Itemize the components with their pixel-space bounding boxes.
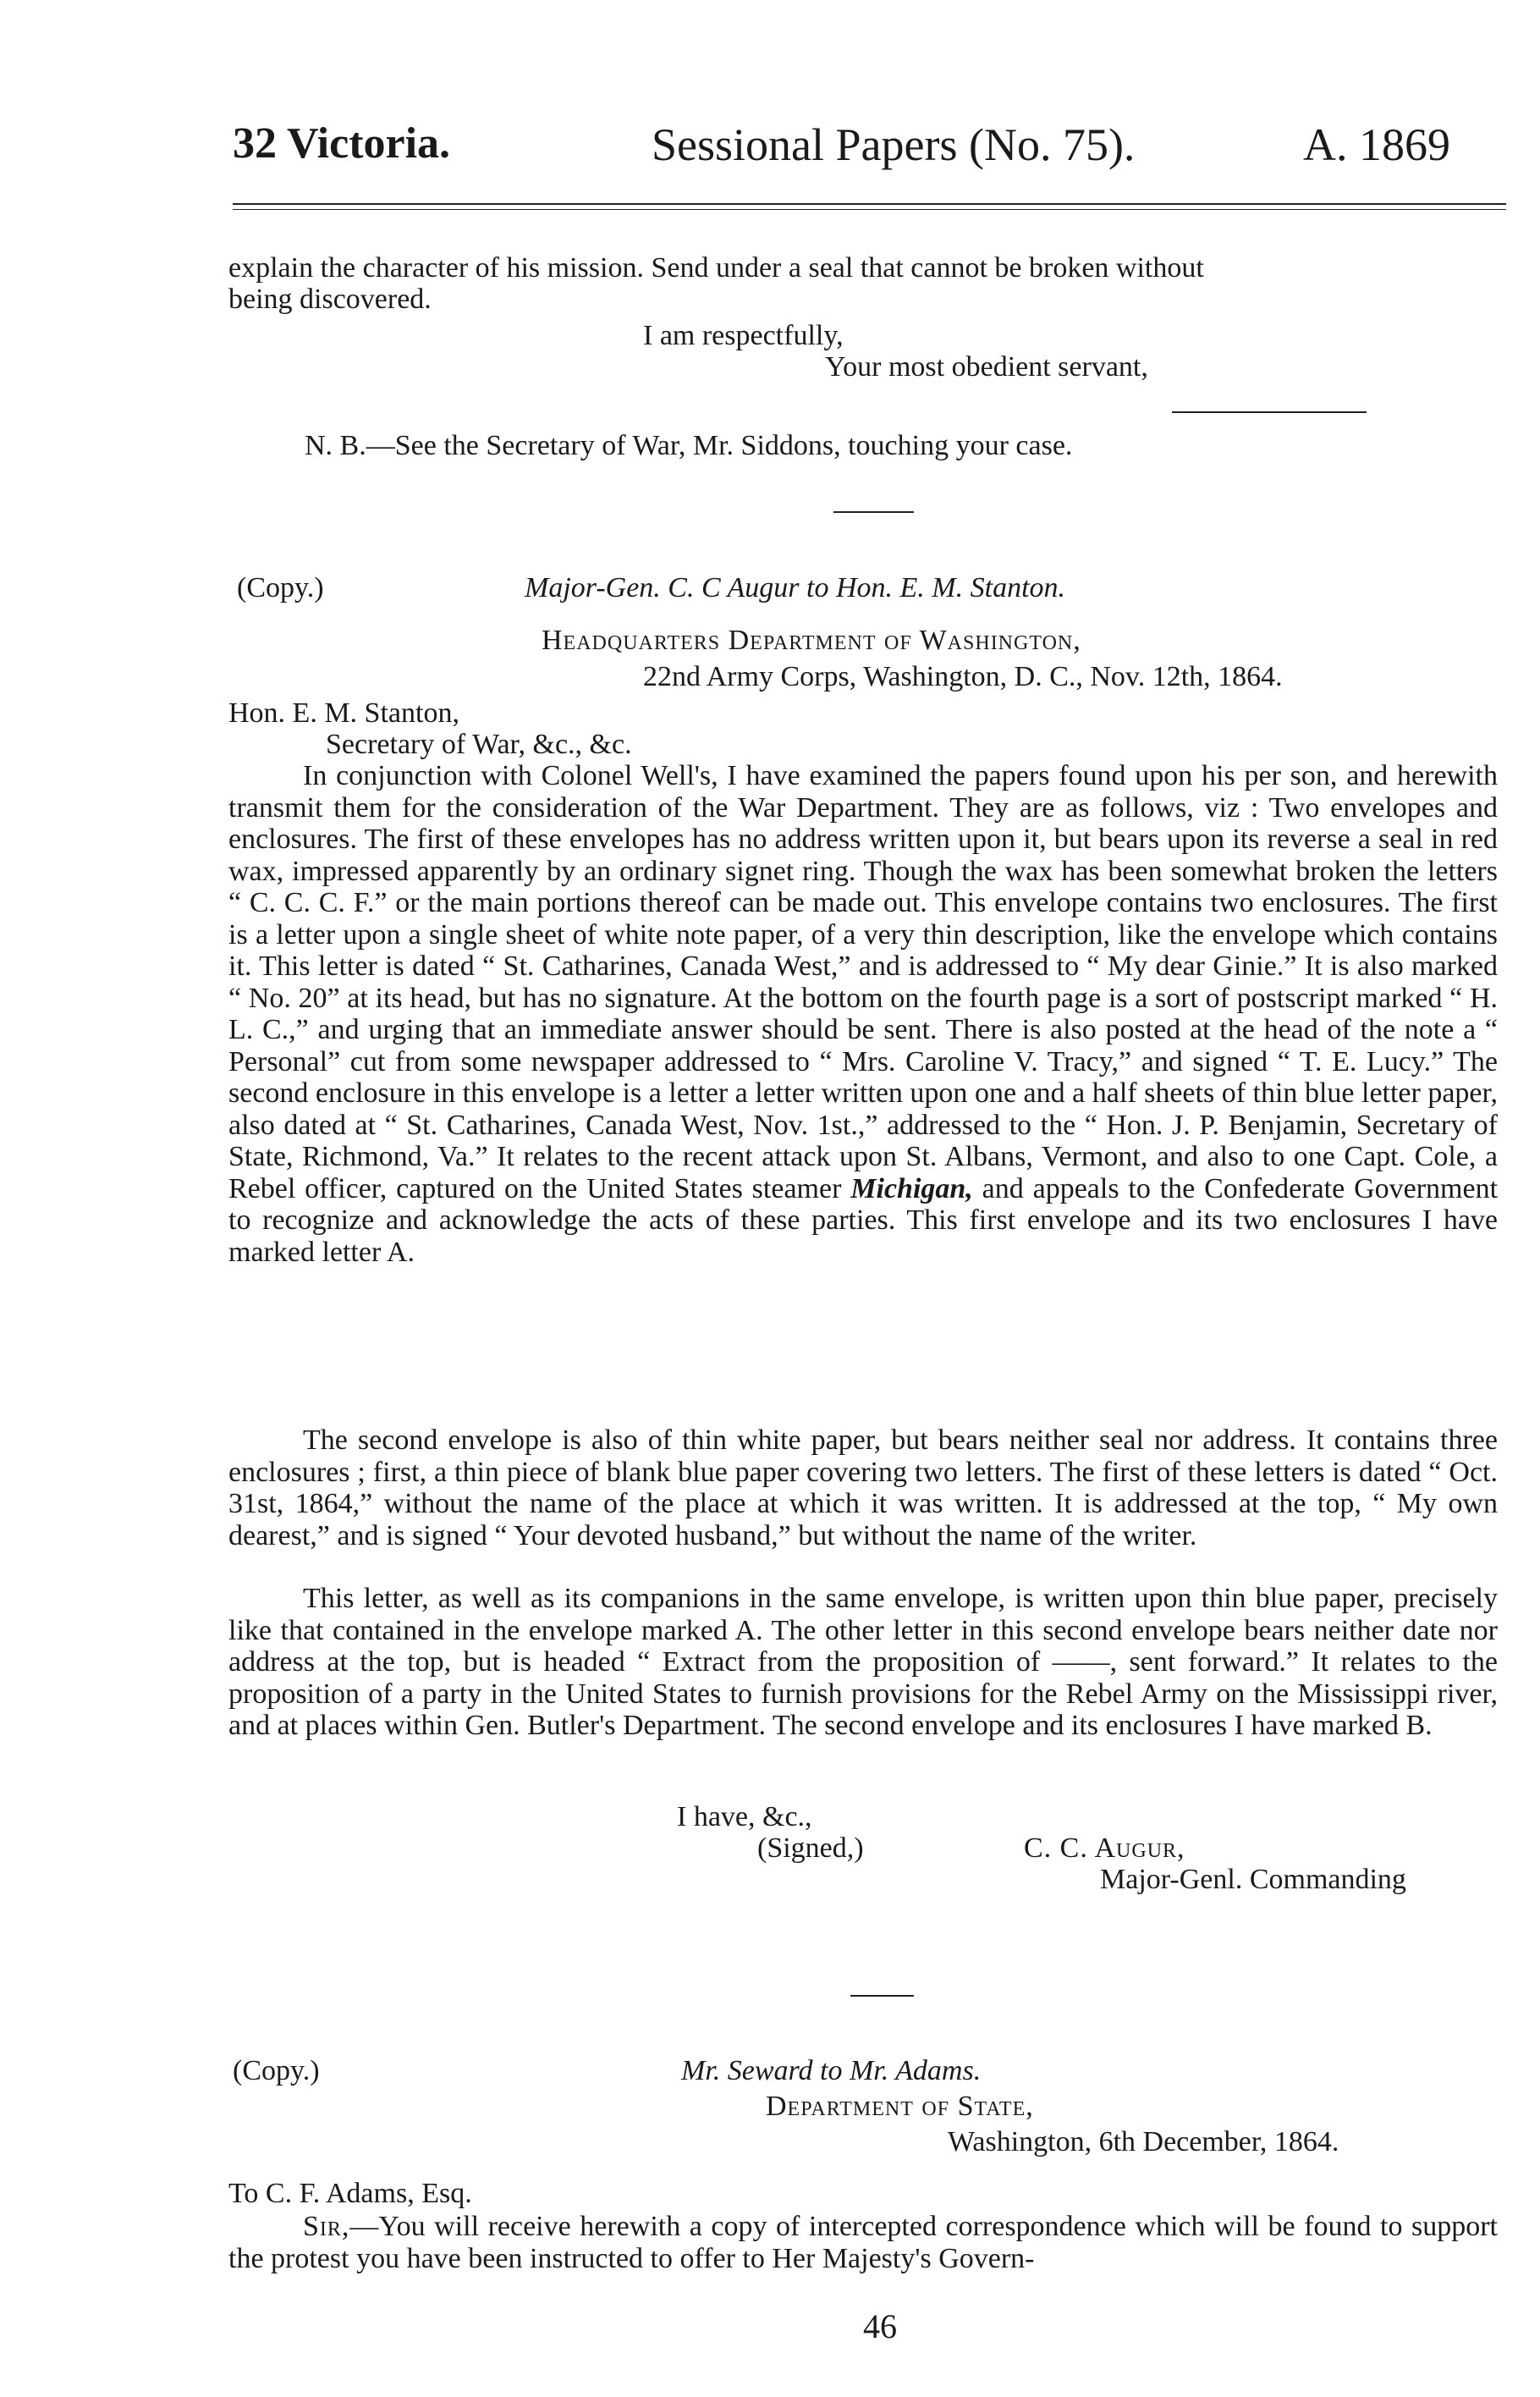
header-rule-bottom: [233, 209, 1506, 210]
letter1-signature-name: C. C. Augur,: [1024, 1832, 1185, 1864]
section-divider-2: [850, 1995, 914, 1997]
copy-label-1: (Copy.): [237, 572, 324, 603]
header-year: A. 1869: [1303, 119, 1450, 170]
letter2-title: Mr. Seward to Mr. Adams.: [681, 2055, 982, 2086]
letter1-title: Major-Gen. C. C Augur to Hon. E. M. Stanton.: [525, 572, 1066, 603]
letter1-place-date: 22nd Army Corps, Washington, D. C., Nov. 12th, 1864.: [643, 661, 1283, 692]
continuation-line-1: explain the character of his mission. Send under a seal that cannot be broken without: [228, 252, 1204, 284]
letter2-place-date: Washington, 6th December, 1864.: [948, 2126, 1339, 2157]
letter1-signed: (Signed,): [757, 1832, 864, 1864]
letter2-department: Department of State,: [766, 2091, 1034, 2122]
letter2-paragraph-1-text: —You will receive herewith a copy of intercepted correspondence which will be found to support the protest you have been instructed to offer to Her Majesty's Govern-: [228, 2211, 1498, 2274]
continuation-line-2: being discovered.: [228, 284, 432, 315]
letter2-paragraph-1: [228, 2211, 1498, 2274]
letter1-headquarters: Headquarters Department of Washington,: [542, 625, 1081, 656]
signature-line: [1172, 411, 1367, 413]
letter1-paragraph-1: [228, 760, 1498, 1268]
ship-name: Michigan,: [850, 1172, 973, 1204]
page-number: 46: [863, 2307, 897, 2345]
header-session: 32 Victoria.: [233, 119, 451, 168]
letter1-paragraph-1-text: In conjunction with Colonel Well's, I have examined the papers found upon his per son, and herewith transmit them for the consideration of the War Department. They are as follows, viz : Two envelopes and enclosures. The first of these envelopes has no address written upon it, but bears upon its reverse a seal in red wax, impressed apparently by an ordinary signet ring. Though the wax has been somewhat broken the letters “ C. C. C. F.” or the main portions thereof can be made out. This envelope contains two enclosures. The first is a letter upon a single sheet of white note paper, of a very thin description, like the envelope which contains it. This letter is dated “ St. Catharines, Canada West,” and is addressed to “ My dear Ginie.” It is also marked “ No. 20” at its head, but has no signature. At the bottom on the fourth page is a sort of postscript marked “ H. L. C.,” and urging that an immediate answer should be sent. There is also posted at the head of the note a “ Personal” cut from some newspaper addressed to “ Mrs. Caroline V. Tracy,” and signed “ T. E. Lucy.” The second enclosure in this envelope is a letter a letter written upon one and a half sheets of thin blue letter paper, also dated at “ St. Catharines, Canada West, Nov. 1st.,” addressed to the “ Hon. J. P. Benjamin, Secretary of State, Richmond, Va.” It relates to the recent attack upon St. Albans, Vermont, and also to one Capt. Cole, a Rebel officer, captured on the United States steamer: [228, 760, 1498, 1204]
closing-servant: Your most obedient servant,: [825, 351, 1148, 383]
closing-respectfully: I am respectfully,: [643, 320, 844, 351]
letter1-addressee-title: Secretary of War, &c., &c.: [326, 729, 632, 760]
header-rule-top: [233, 203, 1506, 205]
letter1-addressee: Hon. E. M. Stanton,: [228, 697, 459, 729]
section-divider-1: [833, 511, 914, 513]
letter1-signature-title: Major-Genl. Commanding: [1100, 1864, 1406, 1895]
nota-bene: N. B.—See the Secretary of War, Mr. Siddons, touching your case.: [305, 430, 1073, 461]
letter1-paragraph-2: The second envelope is also of thin white paper, but bears neither seal nor address. It contains three enclosures ; first, a thin piece of blank blue paper covering two letters. The first of these letters is dated “ Oct. 31st, 1864,” without the name of the place at which it was written. It is addressed at the top, “ My own dearest,” and is signed “ Your devoted husband,” but without the name of the writer.: [228, 1424, 1498, 1551]
letter2-addressee: To C. F. Adams, Esq.: [228, 2178, 472, 2209]
salutation-sir: Sir,: [303, 2211, 350, 2242]
letter1-paragraph-3: This letter, as well as its companions in the same envelope, is written upon thin blue paper, precisely like that contained in the envelope marked A. The other letter in this second envelope bears neither date nor address at the top, but is headed “ Extract from the proposition of ——, sent forward.” It relates to the proposition of a party in the United States to furnish provisions for the Rebel Army on the Mississippi river, and at places within Gen. Butler's Department. The second envelope and its enclosures I have marked B.: [228, 1583, 1498, 1741]
letter1-closing: I have, &c.,: [677, 1801, 812, 1832]
letter1-paragraph-1-end: and appeals to the Confederate Government to recognize and acknowledge the acts of these parties. This first envelope and its two enclosures I have marked letter A.: [228, 1172, 1499, 1268]
copy-label-2: (Copy.): [233, 2055, 320, 2086]
header-title: Sessional Papers (No. 75).: [652, 119, 1136, 170]
